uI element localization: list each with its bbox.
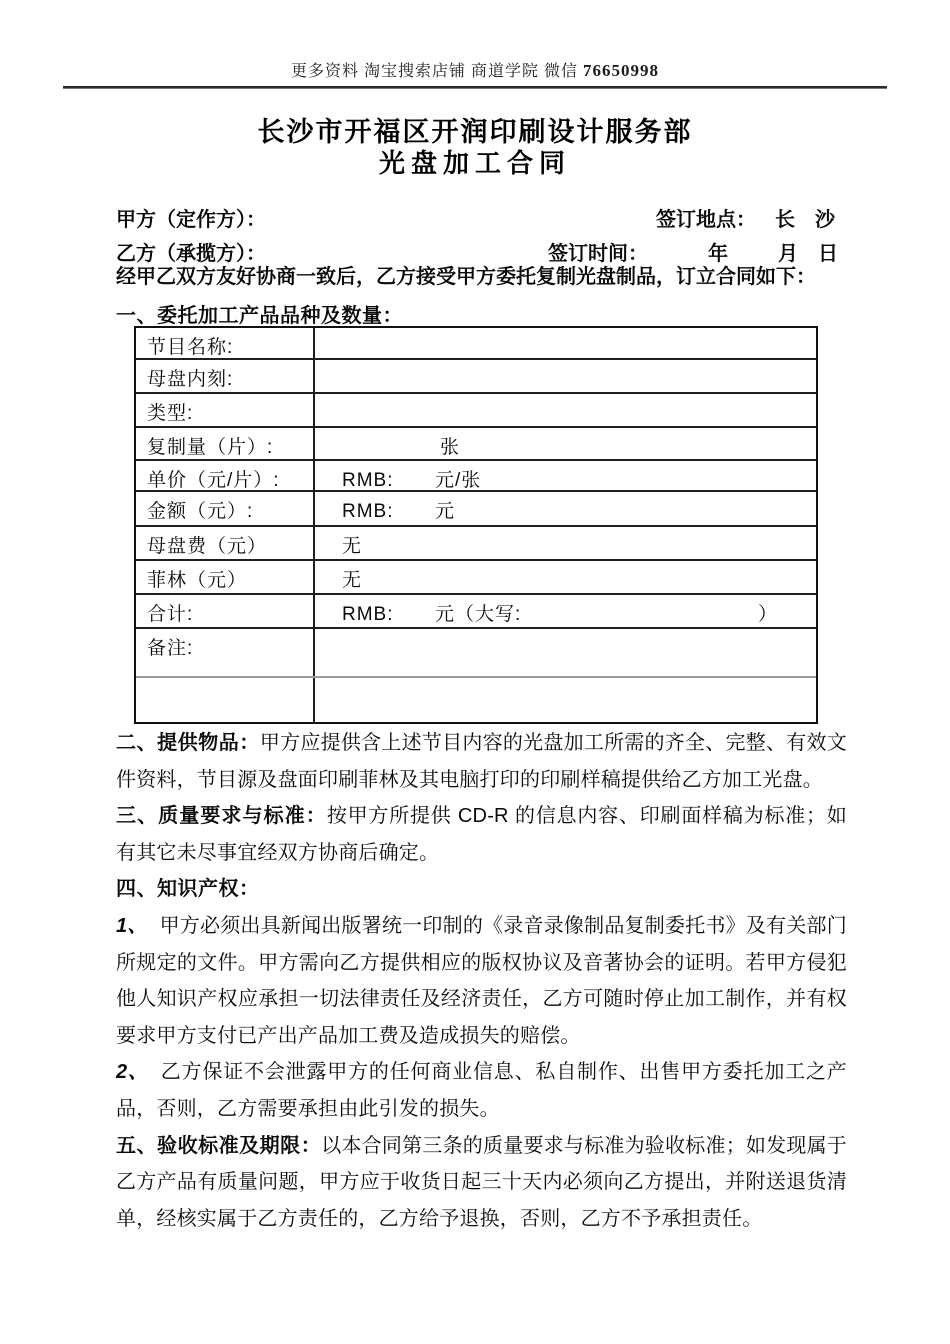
row-value-cell [313, 428, 816, 459]
table-row-program-name [136, 328, 816, 358]
row-value-cell [313, 629, 816, 676]
clause-4-heading: 四、知识产权： [116, 878, 260, 901]
document-title: 长沙市开福区开润印刷设计服务部 [257, 117, 693, 147]
quantity-unit: 张 [440, 437, 461, 458]
amount-unit: 元 [435, 501, 456, 522]
row-value-cell [313, 678, 816, 722]
row-value-cell [313, 595, 816, 627]
total-capital-label: 元（大写: [435, 604, 522, 625]
rmb-label: RMB: [342, 604, 394, 625]
item-1-text: 甲方必须出具新闻出版署统一印制的《录音录像制品复制委托书》及有关部门所规定的文件。甲方需向乙方提供相应的版权协议及音著协会的证明。若甲方侵犯他人知识产权应承担一切法律责任及经济责任，乙方可随时停止加工制作，并有权要求甲方支付已产出产品加工费及造成损失的赔偿。 [116, 914, 847, 1047]
master-fee-value: 无 [342, 536, 363, 557]
row-value-cell [313, 360, 816, 392]
table-row-type [136, 392, 816, 426]
row-value-cell [313, 328, 816, 358]
clause-5-text: 以本合同第三条的质量要求与标准为验收标准；如发现属于乙方产品有质量问题，甲方应于收货日起三十天内必须向乙方提出，并附送退货清单，经核实属于乙方责任的，乙方给予退换，否则，乙方不予承担责任。 [116, 1134, 848, 1230]
row-value-cell [313, 527, 816, 559]
clause-3 [116, 798, 847, 871]
header-note [0, 58, 950, 81]
party-b-label: 乙方（承揽方）： [116, 243, 266, 265]
rmb-label: RMB: [342, 470, 394, 491]
table-row-total [136, 593, 816, 627]
sign-place-label: 签订地点： [656, 209, 756, 231]
party-a-row [116, 203, 835, 232]
table-row-unit-price [136, 459, 816, 490]
item-2-number: 2、 [116, 1061, 149, 1084]
film-fee-value: 无 [342, 570, 363, 591]
row-label [136, 678, 313, 722]
row-label: 母盘费（元） [147, 536, 268, 557]
month-label: 月 [778, 243, 798, 265]
item-1-number: 1、 [116, 914, 148, 937]
clause-2-text: 甲方应提供含上述节目内容的光盘加工所需的齐全、完整、有效文件资料，节目源及盘面印刷菲林及其电脑打印的印刷样稿提供给乙方加工光盘。 [116, 732, 847, 791]
table-row-amount [136, 490, 816, 525]
parties-block [116, 203, 848, 287]
row-label: 合计: [147, 604, 194, 625]
table-row-film-fee [136, 559, 816, 593]
sign-time-label: 签订时间： [548, 243, 648, 265]
item-2-text: 乙方保证不会泄露甲方的任何商业信息、私自制作、出售甲方委托加工之产品，否则，乙方需要承担由此引发的损失。 [116, 1061, 847, 1120]
clause-3-label: 三、质量要求与标准： [116, 805, 327, 828]
section-1-heading: 一、委托加工产品品种及数量： [116, 305, 403, 327]
row-value-cell [313, 561, 816, 593]
day-label: 日 [818, 243, 838, 265]
header-note-number: 76650998 [583, 61, 659, 80]
clause-5 [116, 1128, 847, 1238]
row-value-cell [313, 461, 816, 490]
rmb-label: RMB: [342, 501, 394, 522]
document-subtitle: 光盘加工合同 [378, 149, 571, 178]
sign-place-value: 长 沙 [775, 209, 835, 231]
unit-price-unit: 元/张 [435, 470, 482, 491]
row-label: 菲林（元） [147, 570, 248, 591]
table-row-remarks [136, 627, 816, 676]
row-label: 节目名称: [147, 337, 234, 358]
year-label: 年 [708, 243, 728, 265]
clause-4-item-1 [116, 908, 847, 1054]
products-table [134, 326, 818, 724]
party-a-label: 甲方（定作方）： [116, 209, 266, 231]
table-row-empty [136, 676, 816, 722]
row-value-cell [313, 394, 816, 426]
row-label: 复制量（片）: [147, 437, 274, 458]
clause-5-label: 五、验收标准及期限： [116, 1134, 322, 1157]
header-note-text: 更多资料 淘宝搜索店铺 商道学院 微信 [290, 63, 583, 80]
clause-3-text: 按甲方所提供 CD-R 的信息内容、印刷面样稿为标准；如有其它未尽事宜经双方协商后确定。 [116, 805, 848, 864]
clause-2 [116, 725, 847, 798]
clause-2-label: 二、提供物品： [116, 732, 260, 754]
row-label: 母盘内刻: [147, 369, 234, 390]
table-row-master-fee [136, 525, 816, 559]
row-value-cell [313, 492, 816, 525]
closing-paren: ） [757, 604, 778, 625]
row-label: 金额（元）: [147, 501, 254, 522]
row-label: 备注: [147, 638, 194, 659]
row-label: 类型: [147, 403, 194, 424]
table-row-copy-quantity [136, 426, 816, 459]
clauses-block [116, 725, 847, 1237]
row-label: 单价（元/片）: [147, 470, 280, 491]
header-rule [63, 86, 887, 89]
clause-4-item-2 [116, 1054, 847, 1127]
table-row-master-engraving [136, 358, 816, 392]
preamble: 经甲乙双方友好协商一致后，乙方接受甲方委托复制光盘制品，订立合同如下： [116, 266, 816, 288]
